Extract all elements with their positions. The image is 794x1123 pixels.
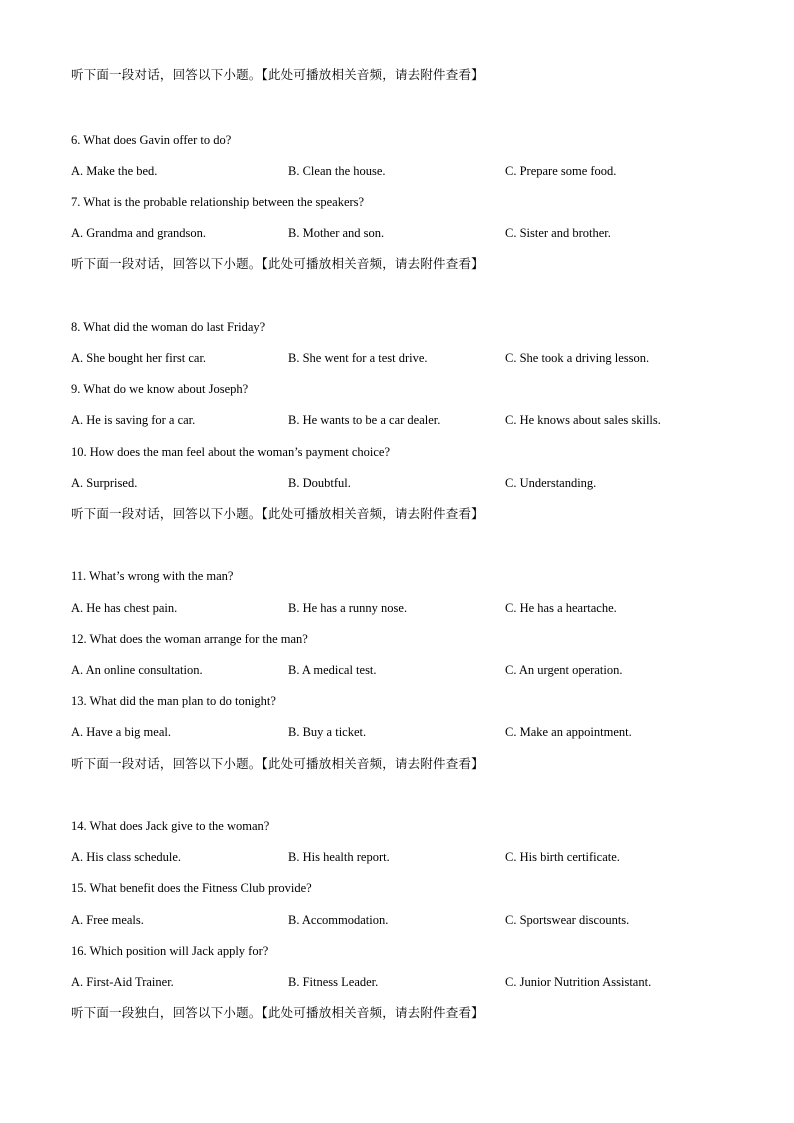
q6-option-c: C. Prepare some food. [505, 164, 617, 178]
question-15: 15. What benefit does the Fitness Club provide? [71, 881, 312, 895]
q8-option-b: B. She went for a test drive. [288, 351, 428, 365]
q13-option-a: A. Have a big meal. [71, 725, 171, 739]
question-9: 9. What do we know about Joseph? [71, 382, 249, 396]
q10-option-c: C. Understanding. [505, 476, 597, 490]
q15-option-b: B. Accommodation. [288, 913, 389, 927]
q9-option-a: A. He is saving for a car. [71, 413, 196, 427]
q10-option-a: A. Surprised. [71, 476, 138, 490]
question-6: 6. What does Gavin offer to do? [71, 133, 232, 147]
q16-option-b: B. Fitness Leader. [288, 975, 379, 989]
q8-option-c: C. She took a driving lesson. [505, 351, 650, 365]
q15-option-c: C. Sportswear discounts. [505, 913, 630, 927]
question-11: 11. What’s wrong with the man? [71, 569, 234, 583]
q14-option-b: B. His health report. [288, 850, 390, 864]
q11-option-c: C. He has a heartache. [505, 601, 617, 615]
q14-option-a: A. His class schedule. [71, 850, 182, 864]
question-16: 16. Which position will Jack apply for? [71, 944, 269, 958]
section-instruction: 听下面一段对话，回答以下小题。【此处可播放相关音频，请去附件查看】 [71, 67, 484, 82]
q12-option-b: B. A medical test. [288, 663, 377, 677]
q14-option-c: C. His birth certificate. [505, 850, 620, 864]
question-8: 8. What did the woman do last Friday? [71, 320, 266, 334]
q6-option-b: B. Clean the house. [288, 164, 386, 178]
q13-option-c: C. Make an appointment. [505, 725, 632, 739]
q10-option-b: B. Doubtful. [288, 476, 351, 490]
q11-option-b: B. He has a runny nose. [288, 601, 408, 615]
q15-option-a: A. Free meals. [71, 913, 144, 927]
q7-option-a: A. Grandma and grandson. [71, 226, 207, 240]
q9-option-b: B. He wants to be a car dealer. [288, 413, 441, 427]
question-14: 14. What does Jack give to the woman? [71, 819, 270, 833]
q11-option-a: A. He has chest pain. [71, 601, 178, 615]
q12-option-a: A. An online consultation. [71, 663, 203, 677]
q7-option-b: B. Mother and son. [288, 226, 385, 240]
q8-option-a: A. She bought her first car. [71, 351, 207, 365]
section-instruction: 听下面一段独白，回答以下小题。【此处可播放相关音频，请去附件查看】 [71, 1005, 484, 1020]
section-instruction: 听下面一段对话，回答以下小题。【此处可播放相关音频，请去附件查看】 [71, 756, 484, 771]
q9-option-c: C. He knows about sales skills. [505, 413, 661, 427]
q16-option-c: C. Junior Nutrition Assistant. [505, 975, 652, 989]
question-7: 7. What is the probable relationship between the speakers? [71, 195, 365, 209]
q7-option-c: C. Sister and brother. [505, 226, 611, 240]
q16-option-a: A. First-Aid Trainer. [71, 975, 174, 989]
section-instruction: 听下面一段对话，回答以下小题。【此处可播放相关音频，请去附件查看】 [71, 256, 484, 271]
q6-option-a: A. Make the bed. [71, 164, 158, 178]
section-instruction: 听下面一段对话，回答以下小题。【此处可播放相关音频，请去附件查看】 [71, 506, 484, 521]
question-10: 10. How does the man feel about the woman’s payment choice? [71, 445, 391, 459]
q13-option-b: B. Buy a ticket. [288, 725, 367, 739]
q12-option-c: C. An urgent operation. [505, 663, 623, 677]
question-12: 12. What does the woman arrange for the man? [71, 632, 308, 646]
question-13: 13. What did the man plan to do tonight? [71, 694, 276, 708]
